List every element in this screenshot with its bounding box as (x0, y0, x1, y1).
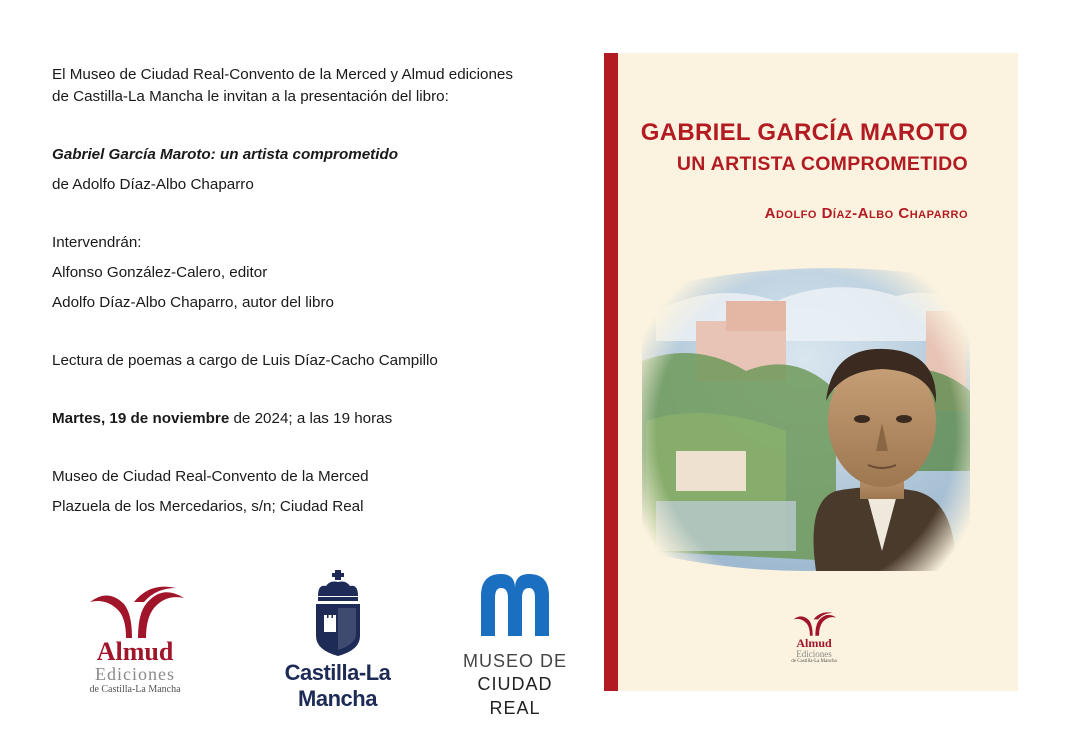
museum-m-icon (477, 570, 553, 636)
reading-line: Lectura de poemas a cargo de Luis Díaz-Cacho Campillo (52, 352, 438, 369)
almud-name: Almud (96, 637, 174, 666)
date-line (52, 408, 572, 430)
museo-ciudad-real-logo (450, 570, 580, 720)
intro-line-2: de Castilla-La Mancha le invitan a la presentación del libro: (52, 88, 449, 105)
crowned-shield-icon (308, 570, 368, 656)
cover-publisher-line2: Ediciones (796, 649, 832, 659)
museo-line2: CIUDAD REAL (477, 674, 553, 718)
cover-publisher-line3: de Castilla-La Mancha (791, 659, 837, 664)
almud-logo (70, 580, 200, 696)
venue-line: Museo de Ciudad Real-Convento de la Merced (52, 468, 369, 485)
speaker-2: Adolfo Díaz-Albo Chaparro, autor del libro (52, 294, 334, 311)
date-bold: Martes, 19 de noviembre (52, 410, 230, 427)
almud-bird-icon (789, 609, 839, 637)
museo-line1: MUSEO DE (462, 651, 567, 671)
address-line: Plazuela de los Mercedarios, s/n; Ciudad Real (52, 498, 364, 515)
sponsor-logos (40, 570, 600, 720)
speakers-heading: Intervendrán: (52, 234, 142, 251)
cover-subtitle: UN ARTISTA COMPROMETIDO (676, 153, 968, 175)
castilla-la-mancha-name: Castilla-La Mancha (284, 660, 391, 711)
almud-line3: de Castilla-La Mancha (89, 684, 181, 695)
book-cover (604, 53, 1018, 691)
speaker-1: Alfonso González-Calero, editor (52, 264, 268, 281)
almud-bird-icon (80, 580, 190, 640)
almud-line2: Ediciones (95, 664, 175, 684)
date-rest: de 2024; a las 19 horas (229, 410, 393, 427)
intro-line-1: El Museo de Ciudad Real-Convento de la Merced y Almud ediciones (52, 66, 513, 83)
castilla-la-mancha-logo (245, 570, 430, 712)
cover-portrait-illustration (636, 251, 976, 611)
cover-author: Adolfo Díaz-Albo Chaparro (764, 205, 968, 222)
invitation-text (52, 64, 572, 518)
book-title: Gabriel García Maroto: un artista comprometido (52, 146, 399, 163)
cover-publisher-name: Almud (796, 636, 832, 650)
cover-spine (604, 53, 618, 691)
cover-title: GABRIEL GARCÍA MAROTO (640, 119, 968, 146)
book-author: de Adolfo Díaz-Albo Chaparro (52, 176, 254, 193)
cover-publisher-logo (774, 609, 854, 665)
